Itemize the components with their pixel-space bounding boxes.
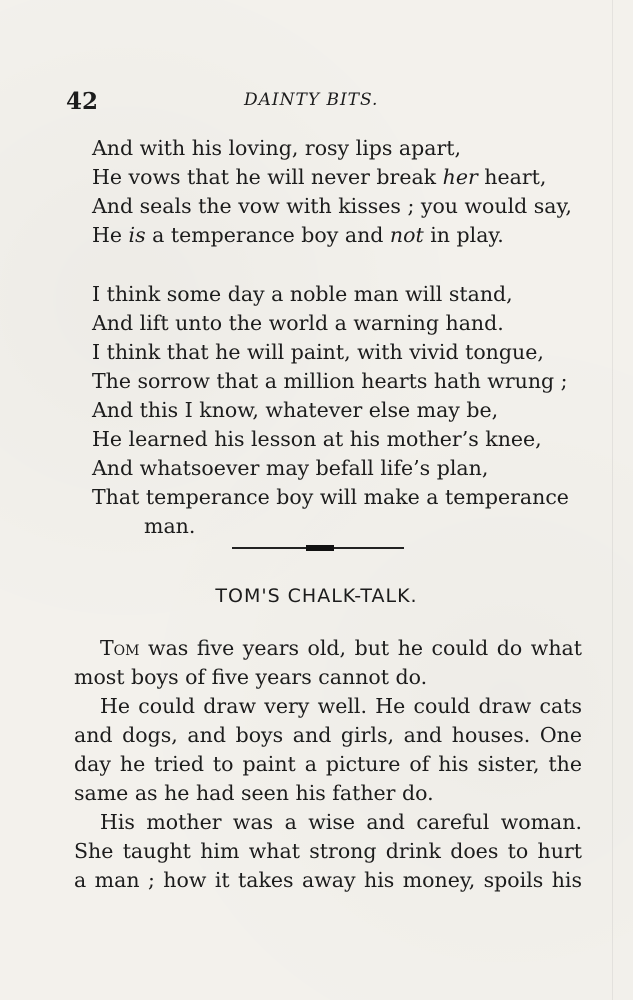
prose-line: day he tried to paint a picture of his sister, the: [74, 752, 582, 776]
poem-line: I think some day a noble man will stand,: [92, 282, 513, 306]
poem-line: He is a temperance boy and not in play.: [92, 223, 504, 247]
poem-line: And lift unto the world a warning hand.: [92, 311, 504, 335]
poem-line: He vows that he will never break her heart,: [92, 165, 547, 189]
poem-line: And with his loving, rosy lips apart,: [92, 136, 462, 160]
prose-line: He could draw very well. He could draw cats: [100, 694, 582, 718]
emphasis: her: [442, 165, 478, 189]
prose-line: and dogs, and boys and girls, and houses. One: [74, 723, 582, 747]
name-small-caps: Tom: [100, 636, 140, 660]
poem-line: And seals the vow with kisses ; you would say,: [92, 194, 572, 218]
running-head: DAINTY BITS.: [244, 90, 379, 110]
page-number: 42: [66, 88, 99, 115]
prose-line: She taught him what strong drink does to hurt: [74, 839, 582, 863]
emphasis: not: [389, 223, 424, 247]
poem-line: I think that he will paint, with vivid tongue,: [92, 340, 544, 364]
page-edge: [612, 0, 613, 1000]
poem-line: That temperance boy will make a temperance: [92, 485, 569, 509]
divider-ornament: [306, 545, 334, 551]
prose-line: most boys of five years cannot do.: [74, 665, 428, 689]
prose-line: His mother was a wise and careful woman.: [100, 810, 582, 834]
poem-line: And this I know, whatever else may be,: [92, 398, 499, 422]
prose-line: Tom was five years old, but he could do what: [100, 636, 582, 660]
poem-line: man.: [144, 514, 196, 538]
emphasis: is: [128, 223, 146, 247]
section-title: TOM'S CHALK-TALK.: [215, 585, 418, 607]
prose-line: a man ; how it takes away his money, spoils his: [74, 868, 582, 892]
poem-line: The sorrow that a million hearts hath wrung ;: [92, 369, 568, 393]
poem-line: He learned his lesson at his mother’s knee,: [92, 427, 542, 451]
prose-line: same as he had seen his father do.: [74, 781, 434, 805]
poem-line: And whatsoever may befall life’s plan,: [92, 456, 489, 480]
